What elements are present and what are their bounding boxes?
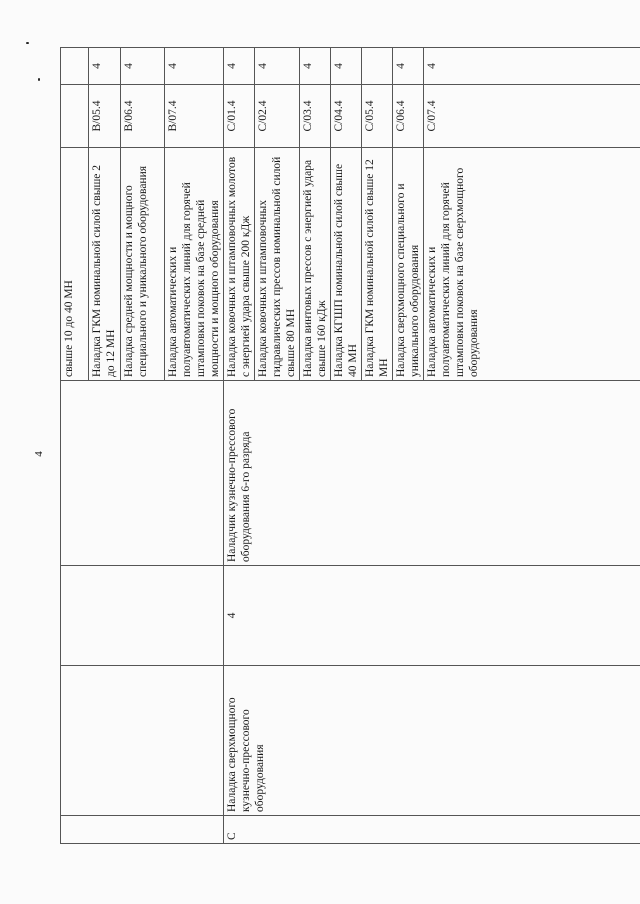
rotated-table-wrapper xyxy=(60,48,640,844)
empty-cell xyxy=(61,666,224,816)
function-code: C/04.4 xyxy=(331,85,362,148)
function-level: 4 xyxy=(331,48,362,85)
table-row xyxy=(224,48,255,844)
position-title: Наладчик кузнечно-прессового оборудования 6-го разряда xyxy=(224,381,640,566)
function-name: Наладка КГШП номинальной силой свыше 40 МН xyxy=(331,148,362,381)
function-name: Наладка ковочных и штамповочных молотов с энергией удара свыше 200 кДж xyxy=(224,148,255,381)
function-code: B/05.4 xyxy=(89,85,121,148)
group-code: C xyxy=(224,816,640,844)
function-code: B/07.4 xyxy=(165,85,224,148)
function-level xyxy=(362,48,393,85)
group-level: 4 xyxy=(224,566,640,666)
function-name: Наладка винтовых прессов с энергией удара свыше 160 кДж xyxy=(300,148,331,381)
scan-speck xyxy=(26,42,29,44)
empty-cell xyxy=(61,381,224,566)
function-name: Наладка автоматических и полуавтоматических линий для горячей штамповки поковок на базе сверхмощного оборудования xyxy=(424,148,640,381)
function-code: C/06.4 xyxy=(393,85,424,148)
scan-speck xyxy=(38,78,40,81)
empty-cell xyxy=(61,816,224,844)
function-name: Наладка ковочных и штамповочных гидравлических прессов номинальной силой свыше 80 МН xyxy=(255,148,300,381)
function-code: C/01.4 xyxy=(224,85,255,148)
table-row xyxy=(61,48,89,844)
function-code xyxy=(61,85,89,148)
function-level: 4 xyxy=(255,48,300,85)
group-name: Наладка сверхмощного кузнечно-прессового оборудования xyxy=(224,666,640,816)
function-level: 4 xyxy=(121,48,165,85)
page-number: 4 xyxy=(32,451,45,457)
empty-cell xyxy=(61,566,224,666)
function-level: 4 xyxy=(224,48,255,85)
function-code: B/06.4 xyxy=(121,85,165,148)
function-code: C/02.4 xyxy=(255,85,300,148)
function-name: Наладка ГКМ номинальной силой свыше 12 МН xyxy=(362,148,393,381)
function-code: C/03.4 xyxy=(300,85,331,148)
function-name: Наладка средней мощности и мощного специального и уникального оборудования xyxy=(121,148,165,381)
function-level: 4 xyxy=(424,48,640,85)
function-level: 4 xyxy=(300,48,331,85)
function-level xyxy=(61,48,89,85)
function-name: Наладка автоматических и полуавтоматических линий для горячей штамповки поковок на базе средней мощности и мощного оборудования xyxy=(165,148,224,381)
function-name: свыше 10 до 40 МН xyxy=(61,148,89,381)
function-code: C/07.4 xyxy=(424,85,640,148)
function-level: 4 xyxy=(165,48,224,85)
function-code: C/05.4 xyxy=(362,85,393,148)
function-name: Наладка ГКМ номинальной силой свыше 2 до 12 МН xyxy=(89,148,121,381)
function-level: 4 xyxy=(393,48,424,85)
functions-table xyxy=(60,47,640,844)
function-name: Наладка сверхмощного специального и уникального оборудования xyxy=(393,148,424,381)
function-level: 4 xyxy=(89,48,121,85)
